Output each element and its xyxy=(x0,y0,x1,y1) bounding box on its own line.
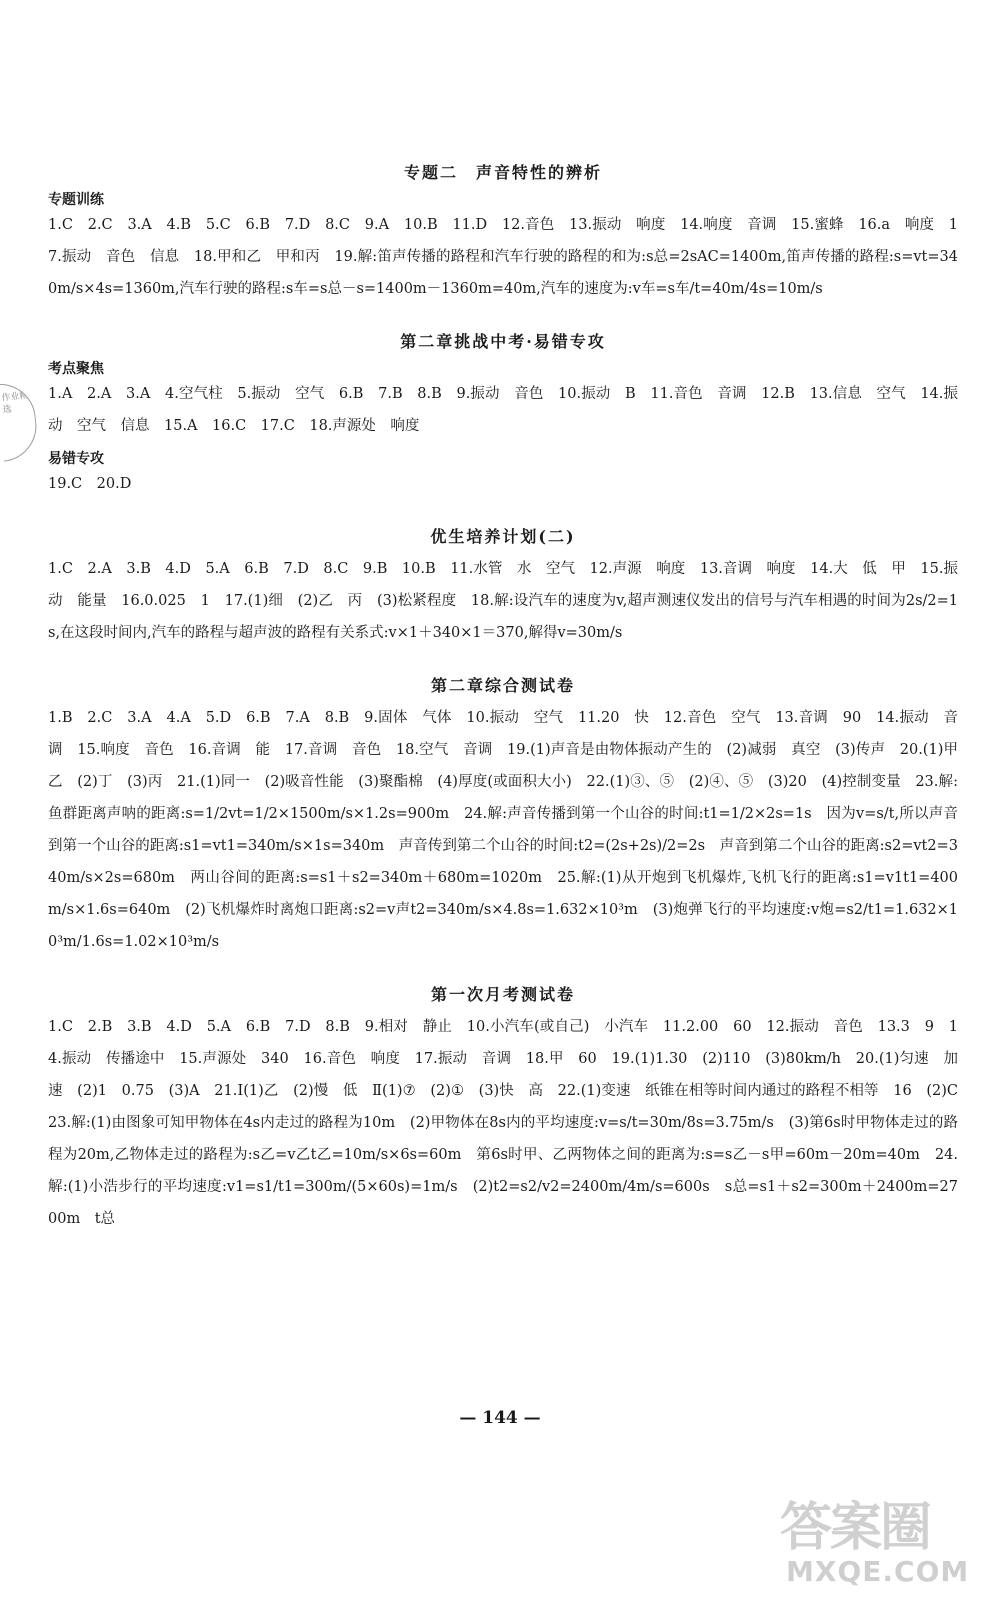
answer-paragraph: 19.C 20.D xyxy=(48,476,132,492)
watermark-text: 答案圈 xyxy=(780,1498,931,1558)
answer-paragraph: 1.A 2.A 3.A 4.空气柱 5.振动 空气 6.B 7.B 8.B 9.振动 音色 10.振动 B 11.音色 音调 12.B 13.信息 空气 14.振动 空气 信息 15.A 16.C 17.C 18.声源处 响度 xyxy=(48,386,958,434)
answer-page xyxy=(48,160,973,1243)
margin-stamp: 作业精选 xyxy=(0,380,40,461)
subsection-title: 专题训练 xyxy=(48,192,104,208)
answer-paragraph: 1.C 2.B 3.B 4.D 5.A 6.B 7.D 8.B 9.相对 静止 10.小汽车(或自己) 小汽车 11.2.00 60 12.振动 音色 13.3 9 14.振动 传播途中 15.声源处 340 16.音色 响度 17.振动 音调 18.甲 60 19.(1)1.30 (2)110 (3)80km/h 20.(1)匀速 加速 (2)1 0.75 (3)A 21.Ⅰ(1)乙 (2)慢 低 Ⅱ(1)⑦ (2)① (3)快 高 22.(1)变速 纸锥在相等时间内通过的路程不相等 16 (2)C 23.解:(1)由图象可知甲物体在4s内走过的路程为10m (2)甲物体在8s内的平均速度:v=s/t=30m/8s=3.75m/s (3)第6s时甲物体走过的路程为20m,乙物体走过的路程为:s乙=v乙t乙=10m/s×6s=60m 第6s时甲、乙两物体之间的距离为:s=s乙－s甲=60m－20m=40m 24.解:(1)小浩步行的平均速度:v1=s1/t1=300m/(5×60s)=1m/s (2)t2=s2/v2=2400m/4m/s=600s s总=s1＋s2=300m＋2400m=2700m t总 xyxy=(48,1019,973,1227)
section-3 xyxy=(48,524,958,649)
section-title: 第二章挑战中考·易错专攻 xyxy=(400,332,606,351)
answer-paragraph: 1.C 2.C 3.A 4.B 5.C 6.B 7.D 8.C 9.A 10.B 11.D 12.音色 13.振动 响度 14.响度 音调 15.蜜蜂 16.a 响度 17.振动 音色 信息 18.甲和乙 甲和丙 19.解:笛声传播的路程和汽车行驶的路程的和为:s总=2sAC=1400m,笛声传播的路程:s=vt=340m/s×4s=1360m,汽车行驶的路程:s车=s总－s=1400m－1360m=40m,汽车的速度为:v车=s车/t=40m/4s=10m/s xyxy=(48,217,958,297)
section-2 xyxy=(48,329,958,500)
section-1 xyxy=(48,160,958,305)
answer-paragraph: 1.B 2.C 3.A 4.A 5.D 6.B 7.A 8.B 9.固体 气体 10.振动 空气 11.20 快 12.音色 空气 13.音调 90 14.振动 音调 15.响度 音色 16.音调 能 17.音调 音色 18.空气 音调 19.(1)声音是由物体振动产生的 (2)减弱 真空 (3)传声 20.(1)甲 乙 (2)丁 (3)丙 21.(1)同一 (2)吸音性能 (3)聚酯棉 (4)厚度(或面积大小) 22.(1)③、⑤ (2)④、⑤ (3)20 (4)控制变量 23.解:鱼群距离声呐的距离:s=1/2vt=1/2×1500m/s×1.2s=900m 24.解:声音传播到第一个山谷的时间:t1=1/2×2s=1s 因为v=s/t,所以声音到第一个山谷的距离:s1=vt1=340m/s×1s=340m 声音传到第二个山谷的时间:t2=(2s+2s)/2=2s 声音到第二个山谷的距离:s2=vt2=340m/s×2s=680m 两山谷间的距离:s=s1＋s2=340m＋680m=1020m 25.解:(1)从开炮到飞机爆炸,飞机飞行的距离:s1=v1t1=400m/s×1.6s=640m (2)飞机爆炸时离炮口距离:s2=v声t2=340m/s×4.8s=1.632×10³m (3)炮弹飞行的平均速度:v炮=s2/t1=1.632×10³m/1.6s=1.02×10³m/s xyxy=(48,710,973,950)
answer-paragraph: 1.C 2.A 3.B 4.D 5.A 6.B 7.D 8.C 9.B 10.B 11.水管 水 空气 12.声源 响度 13.音调 响度 14.大 低 甲 15.振动 能量 16.0.025 1 17.(1)细 (2)乙 丙 (3)松紧程度 18.解:设汽车的速度为v,超声测速仪发出的信号与汽车相遇的时间为2s/2=1s,在这段时间内,汽车的路程与超声波的路程有关系式:v×1＋340×1＝370,解得v=30m/s xyxy=(48,561,958,641)
section-5 xyxy=(48,982,973,1235)
subsection-title: 易错专攻 xyxy=(48,451,104,467)
section-title: 第二章综合测试卷 xyxy=(430,676,575,695)
section-title: 优生培养计划(二) xyxy=(430,527,576,546)
watermark-logo xyxy=(780,1485,980,1595)
page-number: — 144 — xyxy=(459,1408,541,1428)
section-title: 第一次月考测试卷 xyxy=(430,985,575,1004)
subsection-title: 考点聚焦 xyxy=(48,361,104,377)
section-4 xyxy=(48,673,973,958)
watermark-url: MXQE.COM xyxy=(786,1555,970,1588)
section-title: 专题二 声音特性的辨析 xyxy=(403,163,602,182)
